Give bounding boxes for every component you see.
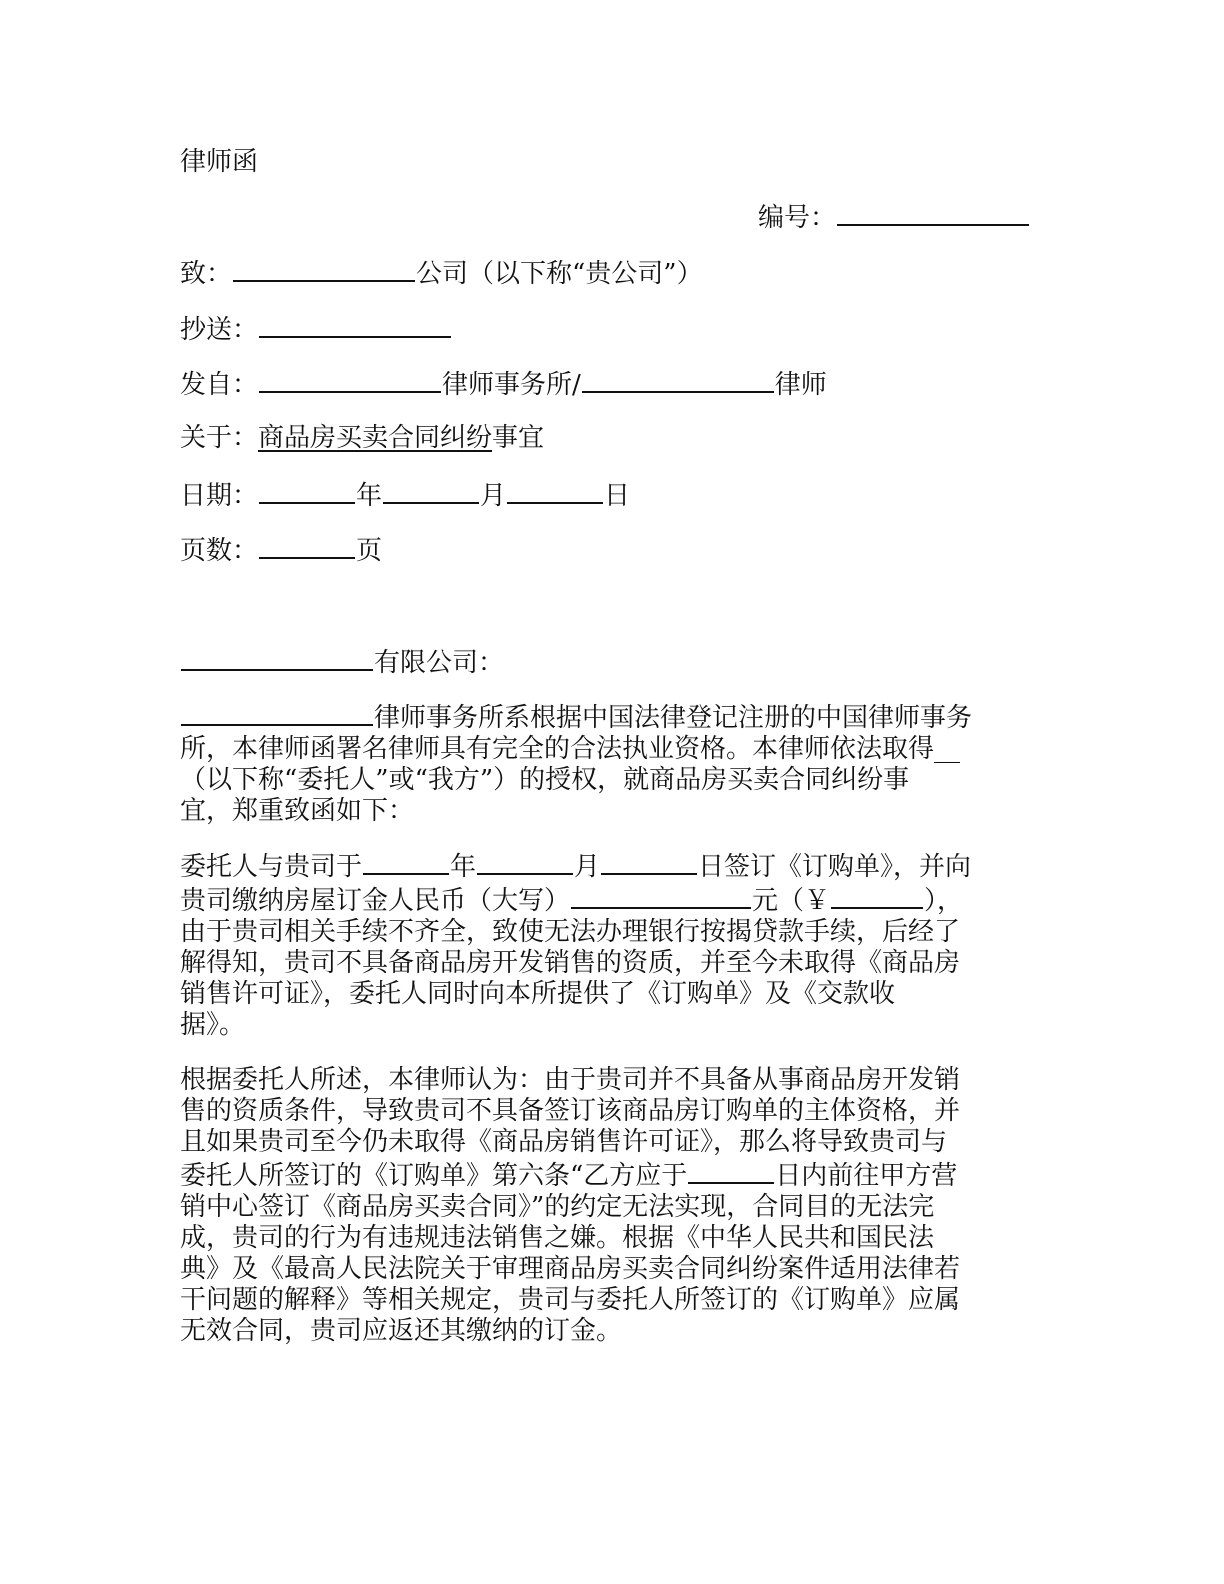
from-line	[180, 367, 827, 401]
to-suffix: 公司（以下称“贵公司”）	[416, 259, 703, 289]
regarding-label: 关于：	[180, 423, 259, 453]
cc-label: 抄送：	[180, 315, 259, 345]
firm-suffix: 律师事务所/	[442, 370, 581, 400]
paragraph-introduction: 律师事务所系根据中国法律登记注册的中国律师事务 所，本律师函署名律师具有完全的合法执业资格。本律师依法取得__ （以下称“委托人”或“我方”）的授权，就商品房买卖合同纠纷事 宜，郑重致函如下：	[180, 700, 1040, 827]
to-line	[180, 256, 703, 290]
day-blank	[507, 478, 603, 504]
amount-words-blank	[571, 883, 751, 909]
amount-figures-blank	[831, 883, 923, 909]
lawyer-suffix: 律师	[774, 370, 827, 400]
salutation: 有限公司：	[180, 645, 504, 679]
date-line: 日期： 年 月 日	[180, 478, 630, 512]
cc-line	[180, 312, 452, 346]
paragraph-opinion: 根据委托人所述，本律师认为：由于贵司并不具备从事商品房开发销 售的资质条件，导致贵司不具备签订该商品房订购单的主体资格，并 且如果贵司至今仍未取得《商品房销售许可证》，那么将导致贵司与 委托人所签订的《订购单》第六条“乙方应于 日内前往甲方营 销中心签订《商品房买卖合同》”的约定无法实现，合同目的无法完 成，贵司的行为有违规违法销售之嫌。根据《中华人民共和国民法 典》及《最高人民法院关于审理商品房买卖合同纠纷案件适用法律若 干问题的解释》等相关规定，贵司与委托人所签订的《订购单》应属 无效合同，贵司应返还其缴纳的订金。	[180, 1065, 961, 1346]
regarding-suffix: 事宜	[492, 423, 545, 453]
month-blank	[383, 478, 479, 504]
sign-month-blank	[477, 849, 573, 875]
law-firm-blank	[181, 700, 373, 726]
number-blank	[837, 200, 1029, 226]
from-label: 发自：	[180, 370, 259, 400]
pages-label: 页数：	[180, 536, 259, 566]
paragraph-facts: 委托人与贵司于 年 月 日签订《订购单》，并向 贵司缴纳房屋订金人民币（大写） 元（￥ ）， 由于贵司相关手续不齐全，致使无法办理银行按揭贷款手续，后经了 解得知，贵司不具备商品房开发销售的资质，并至今未取得《商品房 销售许可证》，委托人同时向本所提供了《订购单》及《交款收 据》。	[180, 849, 1040, 1041]
salutation-company-blank	[181, 645, 373, 671]
cc-blank	[259, 312, 451, 338]
date-label: 日期：	[180, 481, 259, 511]
number-line	[758, 200, 1030, 234]
year-blank	[259, 478, 355, 504]
pages-line: 页数： 页	[180, 533, 382, 567]
sign-day-blank	[601, 849, 697, 875]
number-label: 编号：	[758, 203, 837, 233]
to-label: 致：	[180, 259, 233, 289]
letter-title: 律师函	[180, 147, 259, 177]
sign-year-blank	[363, 849, 449, 875]
regarding-subject: 商品房买卖合同纠纷	[258, 423, 493, 453]
firm-blank	[259, 367, 441, 393]
pages-blank	[259, 533, 355, 559]
days-blank	[688, 1158, 774, 1184]
regarding-line	[180, 422, 544, 454]
to-company-blank	[233, 256, 415, 282]
lawyer-blank	[582, 367, 774, 393]
